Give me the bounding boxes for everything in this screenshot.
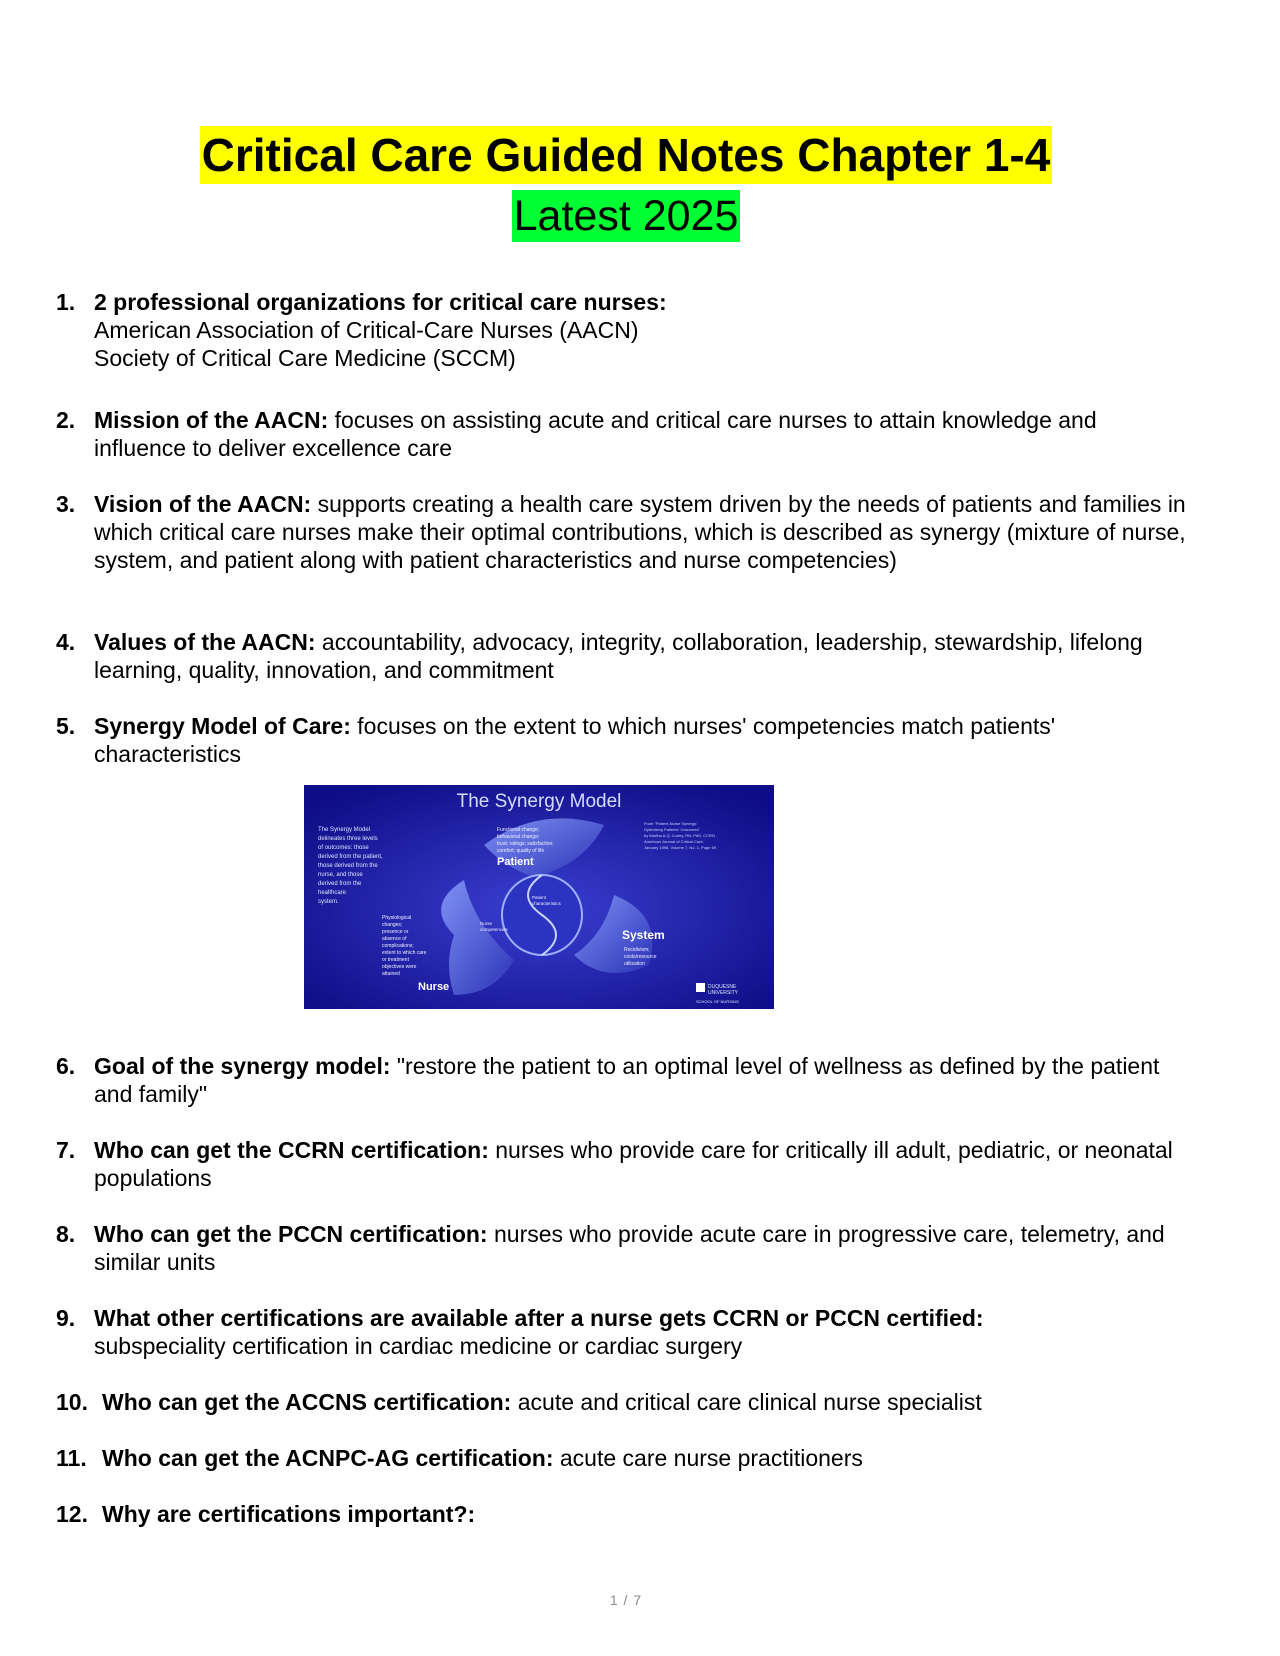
source-line: Optimizing Patients' Outcomes" (644, 827, 700, 832)
patient-characteristics-line: Patient (532, 895, 547, 900)
synergy-title: The Synergy Model (456, 791, 622, 812)
item-question: Values of the AACN: (94, 629, 316, 655)
nurse-outcome-line: presence or (382, 929, 409, 935)
patient-characteristics-line: characteristics (532, 901, 561, 906)
nurse-competencies-line: competencies (480, 927, 508, 932)
item-question: Why are certifications important?: (102, 1501, 476, 1527)
item-number: 10. (56, 1389, 88, 1415)
intro-line: nurse, and those (318, 872, 363, 878)
nurse-outcome-line: attained (382, 971, 400, 977)
system-outcome-line: Recidivism; (624, 947, 650, 953)
intro-line: system. (318, 899, 339, 905)
list-item (56, 490, 1186, 574)
university-logo-icon (696, 983, 705, 992)
logo-line: UNIVERSITY (708, 990, 739, 996)
list-item (56, 1220, 1186, 1276)
item-number: 2. (56, 407, 76, 433)
item-number: 11. (56, 1445, 87, 1471)
item-answer: acute care nurse practitioners (559, 1445, 863, 1471)
item-question: Goal of the synergy model: (94, 1053, 391, 1079)
list-item (56, 628, 1186, 684)
nurse-outcome-line: extent to which care (382, 950, 427, 956)
intro-line: those derived from the (318, 863, 378, 869)
item-question: What other certifications are available after a nurse gets CCRN or PCCN certified: (94, 1305, 984, 1331)
item-answer-line: American Association of Critical-Care Nurses (AACN) (94, 317, 639, 343)
item-answer: supports creating a health care system driven by the needs of patients and families in which critical care nurses make their optimal contributions, which is described as synergy (mixture of nurse, system, and patient along with patient characteristics and nurse competencies) (94, 491, 1186, 573)
item-answer: nurses who provide acute care in progressive care, telemetry, and similar units (94, 1221, 1165, 1275)
page-subtitle: Latest 2025 (513, 192, 739, 240)
intro-line: healthcare (318, 890, 347, 896)
nurse-competencies-line: Nurse (480, 921, 493, 926)
item-number: 5. (56, 713, 76, 739)
list-item (56, 288, 1186, 372)
item-answer: accountability, advocacy, integrity, collaboration, leadership, stewardship, lifelong learning, quality, innovation, and commitment (94, 629, 1143, 683)
list-item (56, 1388, 1186, 1416)
item-answer-line: Society of Critical Care Medicine (SCCM) (94, 345, 516, 371)
item-question: Mission of the AACN: (94, 407, 329, 433)
item-answer-line: subspeciality certification in cardiac medicine or cardiac surgery (94, 1333, 743, 1359)
item-number: 7. (56, 1137, 76, 1163)
list-item (56, 1304, 1186, 1360)
intro-line: The Synergy Model (318, 827, 371, 833)
item-answer: focuses on assisting acute and critical care nurses to attain knowledge and influence to deliver excellence care (94, 407, 1097, 461)
source-line: From "Patient-Nurse Synergy: (644, 821, 698, 826)
patient-label: Patient (497, 856, 534, 868)
intro-line: derived from the (318, 881, 362, 887)
item-number: 1. (56, 289, 76, 315)
logo-line: SCHOOL OF NURSING (696, 999, 739, 1004)
item-number: 12. (56, 1501, 88, 1527)
item-answer: "restore the patient to an optimal level of wellness as defined by the patient and family" (94, 1053, 1160, 1107)
patient-outcome-line: behavioral change; (497, 834, 540, 840)
nurse-label: Nurse (418, 981, 450, 993)
source-line: American Journal of Critical Care, (644, 839, 704, 844)
item-question: Who can get the ACCNS certification: (102, 1389, 512, 1415)
list-item (56, 1444, 1186, 1472)
intro-line: derived from the patient, (318, 854, 383, 860)
title-block (0, 126, 1252, 184)
item-number: 8. (56, 1221, 76, 1247)
item-answer: acute and critical care clinical nurse specialist (517, 1389, 982, 1415)
nurse-outcome-line: complications; (382, 943, 414, 949)
list-item (56, 1500, 1186, 1528)
source-line: January 1998, Volume 7, No. 1, Page 69 (644, 845, 717, 850)
item-answer: focuses on the extent to which nurses' competencies match patients' characteristics (94, 713, 1056, 767)
item-question: 2 professional organizations for critical care nurses: (94, 289, 667, 315)
nurse-outcome-line: Physiological (382, 915, 412, 921)
item-question: Vision of the AACN: (94, 491, 312, 517)
system-outcome-line: utilization (624, 961, 645, 967)
item-number: 9. (56, 1305, 76, 1331)
patient-outcome-line: Functional change; (497, 827, 540, 833)
system-outcome-line: costs/resource (624, 954, 657, 960)
system-label: System (622, 928, 665, 942)
synergy-model-image (304, 785, 774, 1009)
item-question: Synergy Model of Care: (94, 713, 351, 739)
item-number: 3. (56, 491, 76, 517)
item-question: Who can get the PCCN certification: (94, 1221, 488, 1247)
item-question: Who can get the CCRN certification: (94, 1137, 489, 1163)
item-number: 6. (56, 1053, 76, 1079)
page-number: 1 / 7 (609, 1592, 643, 1608)
nurse-outcome-line: objectives were (382, 964, 417, 970)
nurse-outcome-line: or treatment (382, 957, 409, 963)
nurse-outcome-line: absence of (382, 936, 407, 942)
source-line: by Martha A.Q. Curley, RN, PhD, CCRN (644, 833, 715, 838)
nurse-outcome-line: changes; (382, 922, 403, 928)
subtitle-block (0, 190, 1252, 242)
page-title: Critical Care Guided Notes Chapter 1-4 (200, 126, 1053, 184)
list-item (56, 1052, 1186, 1108)
list-item (56, 1136, 1186, 1192)
list-item (56, 712, 1186, 768)
item-answer: nurses who provide care for critically ill adult, pediatric, or neonatal populations (94, 1137, 1173, 1191)
intro-line: delineates three levels (318, 836, 378, 842)
patient-outcome-line: trust; ratings; satisfaction; (497, 841, 554, 847)
patient-outcome-line: comfort; quality of life (497, 848, 545, 854)
item-number: 4. (56, 629, 76, 655)
item-question: Who can get the ACNPC-AG certification: (102, 1445, 554, 1471)
intro-line: of outcomes: those (318, 845, 369, 851)
list-item (56, 406, 1186, 462)
logo-line: DUQUESNE (708, 984, 737, 990)
